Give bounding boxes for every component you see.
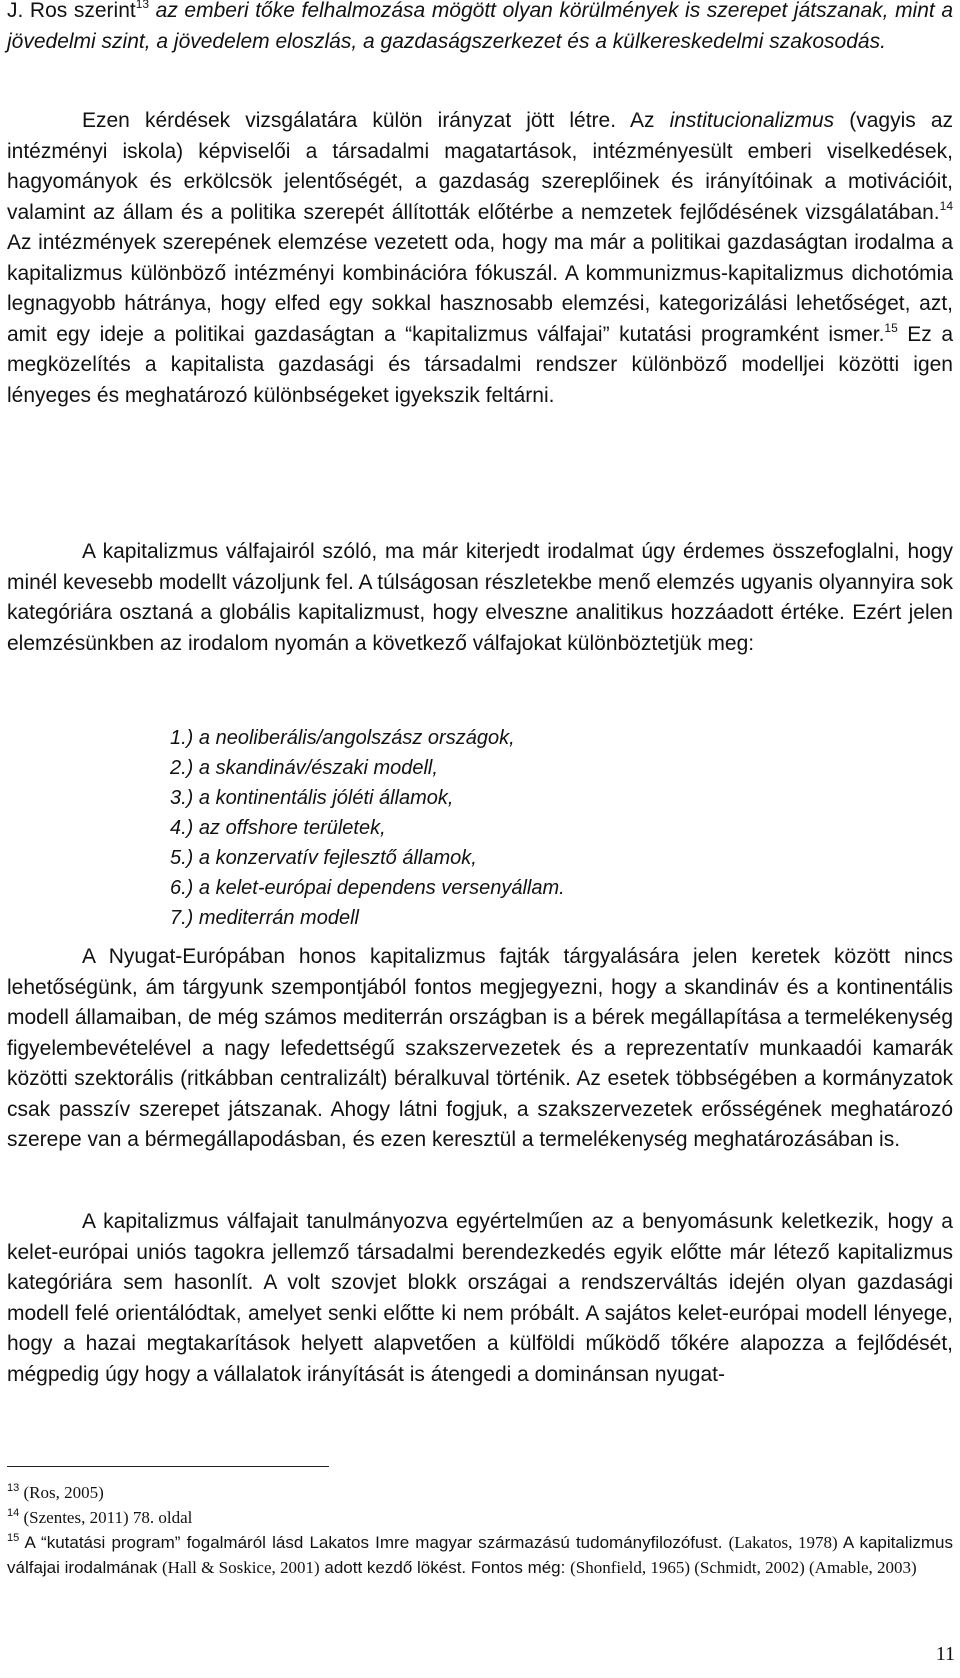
list-item: 4.) az offshore területek, <box>170 817 386 839</box>
footnote-15 <box>7 1530 953 1580</box>
footnote-number: 15 <box>7 1532 20 1544</box>
footnote-number: 14 <box>7 1507 20 1519</box>
p2-text4: Ez a megközelítés a kapitalista gazdasági és társadalmi rendszer különböző modelljei közötti igen lényeges és meghatározó különbségeket igyekszik feltárni. <box>7 322 954 407</box>
list-item: 5.) a konzervatív fejlesztő államok, <box>170 847 477 869</box>
list-item: 2.) a skandináv/északi modell, <box>170 757 438 779</box>
footnote-ref-13[interactable]: 13 <box>135 0 150 11</box>
p2-text3: Az intézmények szerepének elemzése vezetett oda, hogy ma már a politikai gazdaságtan irodalma a kapitalizmus különböző intézményi kombinációra fókuszál. A kommunizmus-kapitalizmus dichotómia legnagyobb hátránya, hogy elfed egy sokkal hasznosabb elemzési, kategorizálási lehetőséget, azt, amit egy ideje a politikai gazdaságtan a “kapitalizmus válfajai” kutatási programként ismer. <box>7 231 953 346</box>
footnote-13 <box>7 1480 953 1505</box>
intro-paragraph <box>7 0 953 57</box>
paragraph-western-europe: A Nyugat-Európában honos kapitalizmus fajták tárgyalására jelen keretek között nincs lehetőségünk, ám tárgyunk szempontjából fontos megjegyezni, hogy a skandináv és a kontinentális modell államaiban, de még számos mediterrán országban is a bérek megállapítása a termelékenység figyelembevételével a nagy lefedettségű szakszervezetek és a reprezentatív munkaadói kamarák közötti szektorális (ritkábban centralizált) béralkuval történik. Az esetek többségében a kormányzatok csak passzív szerepet játszanak. Ahogy látni fogjuk, a szakszervezetek erősségének meghatározó szerepe van a bérmegállapodásban, és ezen keresztül a termelékenység meghatározásában is. <box>7 945 953 1151</box>
intro-lead: J. Ros szerint <box>7 0 136 22</box>
list-item: 1.) a neoliberális/angolszász országok, <box>170 727 515 749</box>
p2-italic-term: institucionalizmus <box>669 109 835 132</box>
footnote-number: 13 <box>7 1482 20 1494</box>
intro-italic-text: az emberi tőke felhalmozása mögött olyan körülmények is szerepet játszanak, mint a jövedelmi szint, a jövedelem eloszlás, a gazdaságszerkezet és a külkereskedelmi szakosodás. <box>7 0 954 53</box>
list-item: 3.) a kontinentális jóléti államok, <box>170 787 454 809</box>
list-item: 6.) a kelet-európai dependens versenyállam. <box>170 877 565 899</box>
p2-text2: (vagyis az intézményi iskola) képviselői a társadalmi magatartások, intézményesült emberi viselkedések, hagyományok és erkölcsök jelentőségét, a gazdaság szereplőinek és irányítóinak a motivációit, valamint az állam és a politika szerepét állították előtérbe a nemzetek fejlődésének vizsgálatában. <box>7 109 953 224</box>
footnote-ref-14[interactable]: 14 <box>939 198 953 213</box>
footnote-text: adott kezdő lökést. Fontos még: <box>319 1558 571 1577</box>
page-number: 11 <box>935 1643 955 1665</box>
paragraph-varieties-summary: A kapitalizmus válfajairól szóló, ma már kiterjedt irodalmat úgy érdemes összefoglalni, hogy minél kevesebb modellt vázoljunk fel. A túlságosan részletekbe menő elemzés ugyanis olyannyira sok kategóriára osztaná a globális kapitalizmust, hogy elveszne analitikus hozzáadott értéke. Ezért jelen elemzésünkben az irodalom nyomán a következő válfajokat különböztetjük meg: <box>7 540 953 655</box>
paragraph-institutionalism <box>7 106 953 411</box>
footnote-text: A kapitalizmus válfajai irodalmának <box>7 1533 953 1577</box>
footnote-text: (Ros, 2005) <box>19 1483 104 1502</box>
p2-text1: Ezen kérdések vizsgálatára külön irányzat jött létre. Az <box>82 109 670 132</box>
citation: (Lakatos, 1978) <box>728 1533 838 1552</box>
capitalism-models-list <box>170 723 565 933</box>
footnote-separator <box>7 1466 329 1467</box>
footnote-text: A “kutatási program” fogalmáról lásd Lakatos Imre magyar származású tudományfilozófust. <box>19 1533 729 1552</box>
footnote-text: (Szentes, 2011) 78. oldal <box>19 1508 193 1527</box>
footnote-14 <box>7 1505 953 1530</box>
citation: (Hall & Soskice, 2001) <box>161 1558 320 1577</box>
citation: (Shonfield, 1965) (Schmidt, 2002) (Amable, 2003) <box>570 1558 917 1577</box>
list-item: 7.) mediterrán modell <box>170 907 359 929</box>
paragraph-eastern-europe: A kapitalizmus válfajait tanulmányozva egyértelműen az a benyomásunk keletkezik, hogy a kelet-európai uniós tagokra jellemző társadalmi berendezkedés egyik előtte már létező kapitalizmus kategóriára sem hasonlít. A volt szovjet blokk országai a rendszerváltás idején olyan gazdasági modell felé orientálódtak, amelyet senki előtte ki nem próbált. A sajátos kelet-európai modell lényege, hogy a hazai megtakarítások helyett alapvetően a külföldi működő tőkére alapozza a fejlődését, mégpedig úgy hogy a vállalatok irányítását is átengedi a dominánsan nyugat- <box>7 1210 953 1386</box>
footnote-ref-15[interactable]: 15 <box>884 320 898 335</box>
